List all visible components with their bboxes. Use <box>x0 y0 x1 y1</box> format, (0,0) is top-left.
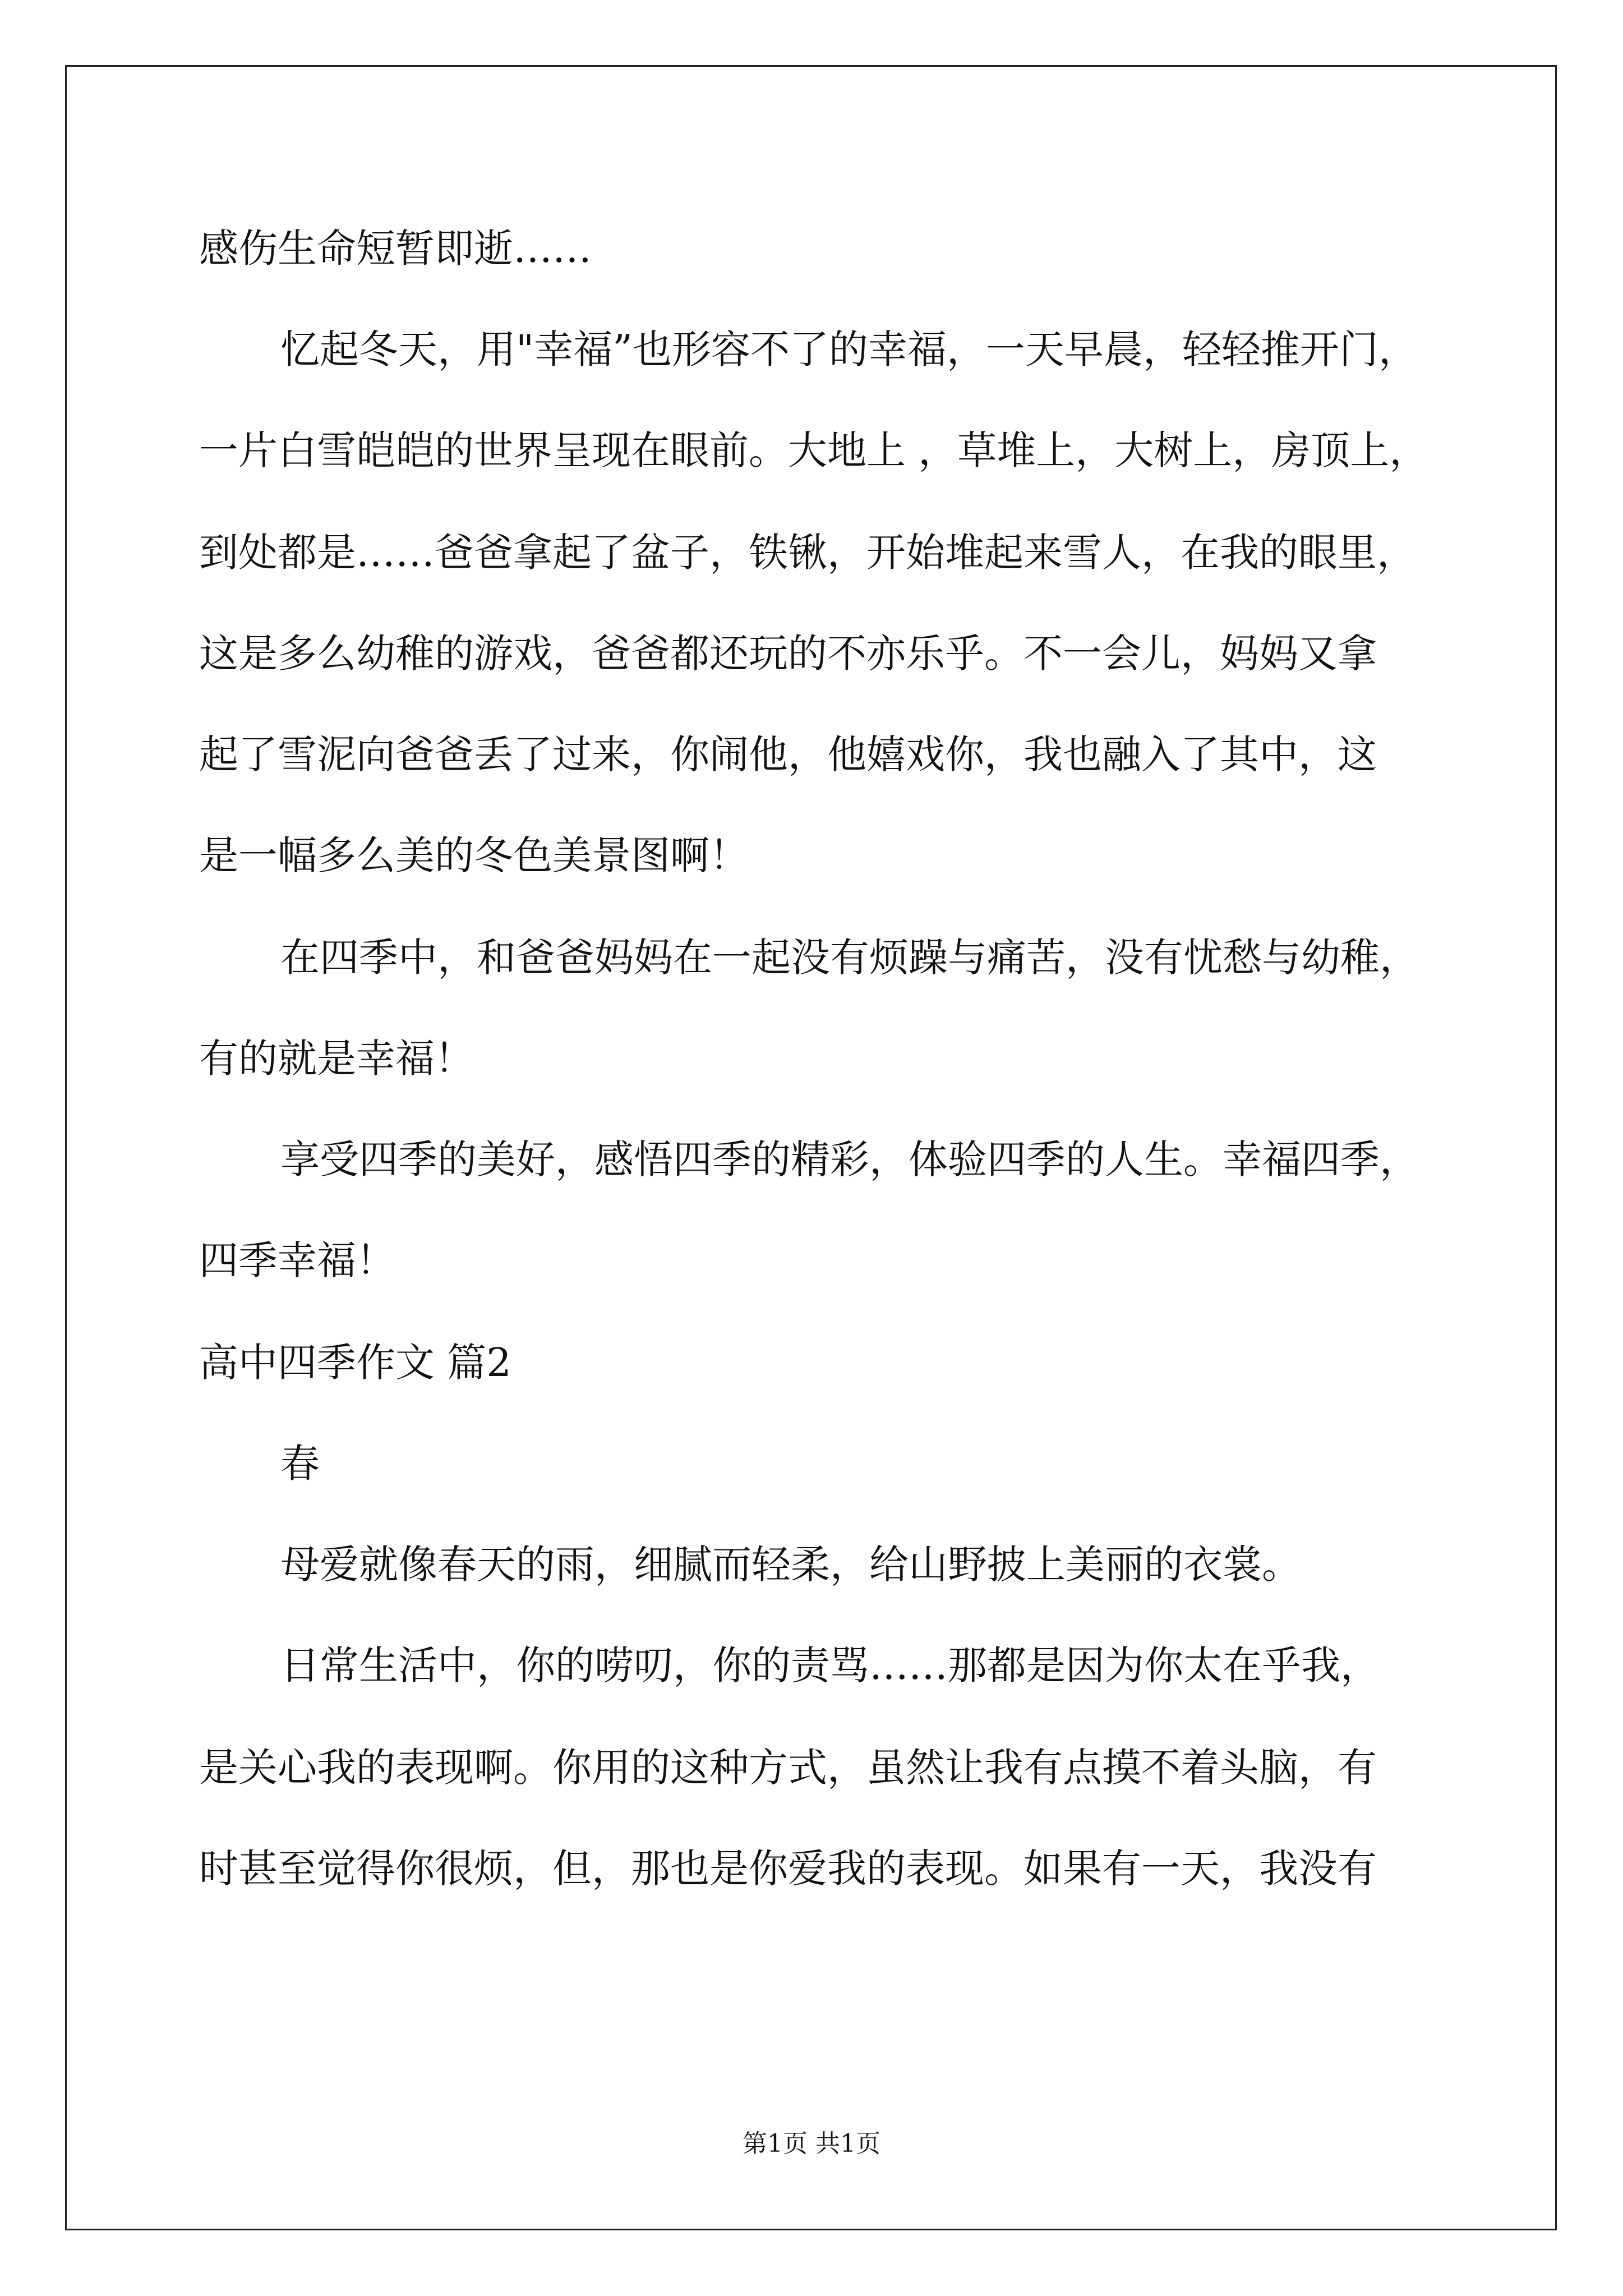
text-line: 这是多么幼稚的游戏，爸爸都还玩的不亦乐乎。不一会儿，妈妈又拿 <box>199 631 1377 677</box>
text-line: 一片白雪皑皑的世界呈现在眼前。大地上 ，草堆上，大树上，房顶上， <box>199 427 1429 473</box>
text-line: 母爱就像春天的雨，细腻而轻柔，给山野披上美丽的衣裳。 <box>280 1542 1301 1588</box>
text-line: 感伤生命短暂即逝…… <box>199 226 592 272</box>
text-line: 四季幸福！ <box>199 1237 395 1283</box>
section-heading: 高中四季作文 篇2 <box>199 1340 511 1386</box>
text-line: 忆起冬天，用"幸福”也形容不了的幸福，一天早晨，轻轻推开门， <box>280 326 1418 372</box>
text-line: 享受四季的美好，感悟四季的精彩，体验四季的人生。幸福四季， <box>280 1137 1419 1182</box>
text-line: 在四季中，和爸爸妈妈在一起没有烦躁与痛苦，没有忧愁与幼稚， <box>280 935 1419 981</box>
text-line: 时甚至觉得你很烦，但，那也是你爱我的表现。如果有一天，我没有 <box>199 1846 1377 1892</box>
page-footer: 第1页 共1页 <box>743 2129 880 2158</box>
text-line: 到处都是……爸爸拿起了盆子，铁锹，开始堆起来雪人，在我的眼里， <box>199 530 1416 576</box>
text-line: 起了雪泥向爸爸丢了过来，你闹他，他嬉戏你，我也融入了其中，这 <box>199 731 1377 777</box>
text-line: 有的就是幸福！ <box>199 1036 474 1082</box>
text-line: 日常生活中，你的唠叨，你的责骂……那都是因为你太在乎我， <box>280 1642 1380 1688</box>
text-line: 是关心我的表现啊。你用的这种方式，虽然让我有点摸不着头脑，有 <box>199 1745 1377 1791</box>
text-line: 是一幅多么美的冬色美景图啊！ <box>199 832 749 878</box>
text-line: 春 <box>280 1441 320 1487</box>
